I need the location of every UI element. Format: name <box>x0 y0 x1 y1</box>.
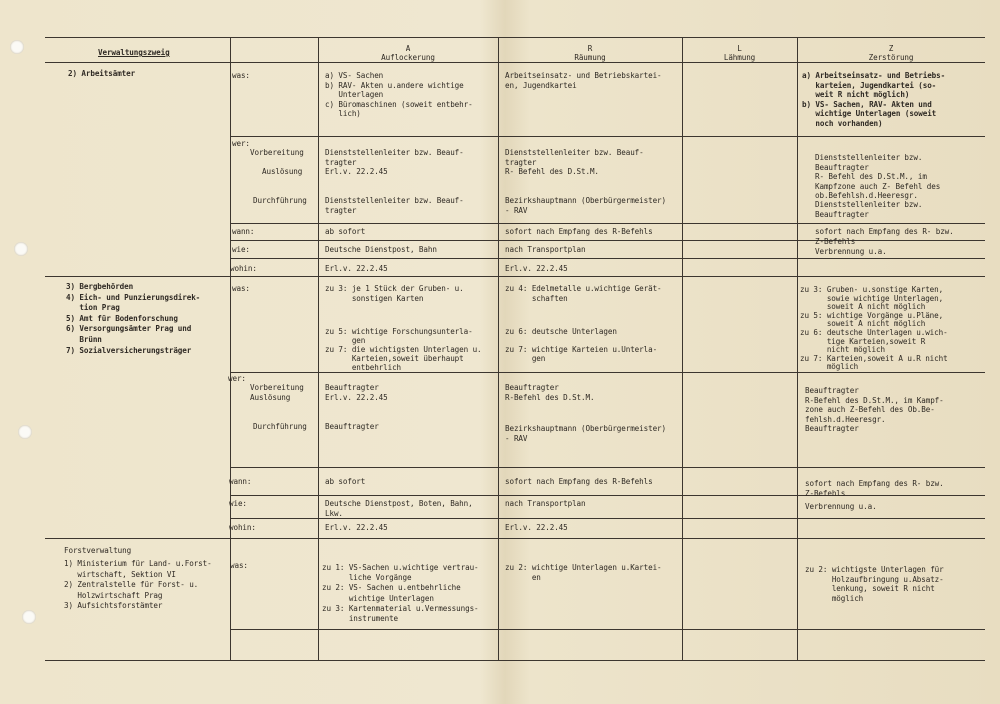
section2-names: 3) Bergbehörden 4) Eich- und Punzierungsdirek- tion Prag 5) Amt für Bodenforschung 6) Versorgungsämter Prag und Brünn 7) Sozialversicherungsträger <box>66 282 201 355</box>
header-r-letter: R <box>587 44 593 53</box>
s2-wie-z: Verbrennung u.a. <box>805 502 877 511</box>
label-ausloesung: Auslösung <box>262 167 303 176</box>
label-was: was: <box>230 561 248 570</box>
s1-wohin-a: Erl.v. 22.2.45 <box>325 264 388 273</box>
table-rule <box>230 467 985 468</box>
label-wie: wie: <box>229 499 247 508</box>
s3-was-a: zu 1: VS-Sachen u.wichtige vertrau- liche Vorgänge zu 2: VS- Sachen u.entbehrliche wichtige Unterlagen zu 3: Kartenmaterial u.Vermessungs- instrumente <box>322 563 479 624</box>
header-z-label: Zerstörung <box>868 53 914 62</box>
s2-wer-vorb-r: Beauftragter <box>505 383 559 392</box>
header-a-label: Auflockerung <box>381 53 435 62</box>
s2-wer-z: Beauftragter R-Befehl des D.St.M., im Kampf- zone auch Z-Befehl des Ob.Be- fehlsh.d.Heeresgr. Beauftragter <box>805 386 944 434</box>
label-wie: wie: <box>232 245 250 254</box>
s1-wer-ausl-z: R- Befehl des D.St.M., im Kampfzone auch Z- Befehl des ob.Befehlsh.d.Heeresgr. <box>815 172 941 201</box>
s1-wann-a: ab sofort <box>325 227 366 236</box>
s2-was-z: zu 3: Gruben- u.sonstige Karten, sowie wichtige Unterlagen, soweit A nicht möglich zu 5: wichtige Vorgänge u.Pläne, soweit A nicht möglich zu 6: deutsche Unterlagen u.wich- tige Karteien,soweit R nicht möglich zu 7: Karteien,soweit A u.R nicht möglich <box>800 285 948 372</box>
s2-wer-ausl-r: R-Befehl des D.St.M. <box>505 393 595 402</box>
s1-wie-r: nach Transportplan <box>505 245 586 254</box>
column-divider <box>318 37 319 660</box>
label-vorbereitung: Vorbereitung <box>250 383 304 392</box>
s2-wohin-a: Erl.v. 22.2.45 <box>325 523 388 532</box>
s1-wer-durch-z: Dienststellenleiter bzw. Beauftragter <box>815 200 923 219</box>
section3-names: 1) Ministerium für Land- u.Forst- wirtschaft, Sektion VI 2) Zentralstelle für Forst- u. Holzwirtschaft Prag 3) Aufsichtsforstämter <box>64 559 212 611</box>
table-rule <box>230 136 985 137</box>
label-vorbereitung: Vorbereitung <box>250 148 304 157</box>
section1-name: 2) Arbeitsämter <box>68 69 136 78</box>
header-r-label: Räumung <box>574 53 606 62</box>
s1-was-z: a) Arbeitseinsatz- und Betriebs- karteien, Jugendkartei (so- weit R nicht möglich) b) VS- Sachen, RAV- Akten und wichtige Unterlagen (soweit noch vorhanden) <box>802 71 946 128</box>
s2-wann-r: sofort nach Empfang des R-Befehls <box>505 477 653 486</box>
table-rule-section <box>45 538 985 539</box>
s2-wer-durch-r: Bezirkshauptmann (Oberbürgermeister) - RAV <box>505 424 666 443</box>
s1-wann-z: sofort nach Empfang des R- bzw. Z-Befehls <box>815 227 954 246</box>
s1-was-r: Arbeitseinsatz- und Betriebskartei- en, Jugendkartei <box>505 71 662 90</box>
s2-wann-z: sofort nach Empfang des R- bzw. Z-Befehls <box>805 479 944 498</box>
s1-wann-r: sofort nach Empfang des R-Befehls <box>505 227 653 236</box>
s1-wohin-r: Erl.v. 22.2.45 <box>505 264 568 273</box>
label-durchfuehrung: Durchführung <box>253 422 307 431</box>
punch-hole <box>10 40 24 54</box>
s3-was-r: zu 2: wichtige Unterlagen u.Kartei- en <box>505 563 662 582</box>
table-rule <box>230 223 985 224</box>
s1-wer-vorb-a: Dienststellenleiter bzw. Beauf- tragter <box>325 148 464 167</box>
s1-wie-a: Deutsche Dienstpost, Bahn <box>325 245 437 254</box>
header-verwaltungszweig: Verwaltungszweig <box>98 48 170 57</box>
s2-wohin-r: Erl.v. 22.2.45 <box>505 523 568 532</box>
s2-wer-durch-a: Beauftragter <box>325 422 379 431</box>
s1-wer-ausl-r: R- Befehl des D.St.M. <box>505 167 599 176</box>
s2-wer-ausl-a: Erl.v. 22.2.45 <box>325 393 388 402</box>
table-rule <box>230 629 985 630</box>
punch-hole <box>14 242 28 256</box>
label-wer: wer: <box>228 374 246 383</box>
label-wann: wann: <box>232 227 255 236</box>
s1-wer-vorb-z: Dienststellenleiter bzw. Beauftragter <box>815 153 923 172</box>
s2-wie-a: Deutsche Dienstpost, Boten, Bahn, Lkw. <box>325 499 473 518</box>
label-was: was: <box>232 71 250 80</box>
s1-wer-vorb-r: Dienststellenleiter bzw. Beauf- tragter <box>505 148 644 167</box>
label-was: was: <box>232 284 250 293</box>
label-wohin: wohin: <box>230 264 257 273</box>
table-rule <box>230 258 985 259</box>
s1-wie-z: Verbrennung u.a. <box>815 247 887 256</box>
label-wer: wer: <box>232 139 250 148</box>
section3-title: Forstverwaltung <box>64 546 132 555</box>
table-rule-section <box>45 276 985 277</box>
s1-wer-durch-r: Bezirkshauptmann (Oberbürgermeister) - RAV <box>505 196 666 215</box>
s3-was-z: zu 2: wichtigste Unterlagen für Holzaufbringung u.Absatz- lenkung, soweit R nicht möglich <box>805 565 944 603</box>
column-divider <box>498 37 499 660</box>
s1-wer-ausl-a: Erl.v. 22.2.45 <box>325 167 388 176</box>
header-l-letter: L <box>737 44 742 53</box>
header-l-label: Lähmung <box>723 53 756 62</box>
s2-was-r1: zu 4: Edelmetalle u.wichtige Gerät- schaften <box>505 284 662 303</box>
punch-hole <box>18 425 32 439</box>
table-rule-bottom <box>45 660 985 661</box>
s2-was-a1: zu 3: je 1 Stück der Gruben- u. sonstigen Karten <box>325 284 464 303</box>
column-divider <box>797 37 798 660</box>
s2-was-a2: zu 5: wichtige Forschungsunterla- gen zu 7: die wichtigsten Unterlagen u. Karteien,soweit überhaupt entbehrlich <box>325 327 482 372</box>
s1-wer-durch-a: Dienststellenleiter bzw. Beauf- tragter <box>325 196 464 215</box>
label-wann: wann: <box>229 477 252 486</box>
s1-was-a: a) VS- Sachen b) RAV- Akten u.andere wichtige Unterlagen c) Büromaschinen (soweit entbehr- lich) <box>325 71 473 119</box>
punch-hole <box>22 610 36 624</box>
table-rule-top <box>45 37 985 38</box>
s2-wer-vorb-a: Beauftragter <box>325 383 379 392</box>
label-wohin: wohin: <box>229 523 256 532</box>
s2-wann-a: ab sofort <box>325 477 366 486</box>
table-rule <box>230 372 985 373</box>
header-z-letter: Z <box>888 44 894 53</box>
column-divider <box>682 37 683 660</box>
s2-was-r2: zu 6: deutsche Unterlagen zu 7: wichtige Karteien u.Unterla- gen <box>505 327 658 363</box>
label-ausloesung: Auslösung <box>250 393 291 402</box>
s2-wie-r: nach Transportplan <box>505 499 586 508</box>
header-a-letter: A <box>405 44 411 53</box>
label-durchfuehrung: Durchführung <box>253 196 307 205</box>
